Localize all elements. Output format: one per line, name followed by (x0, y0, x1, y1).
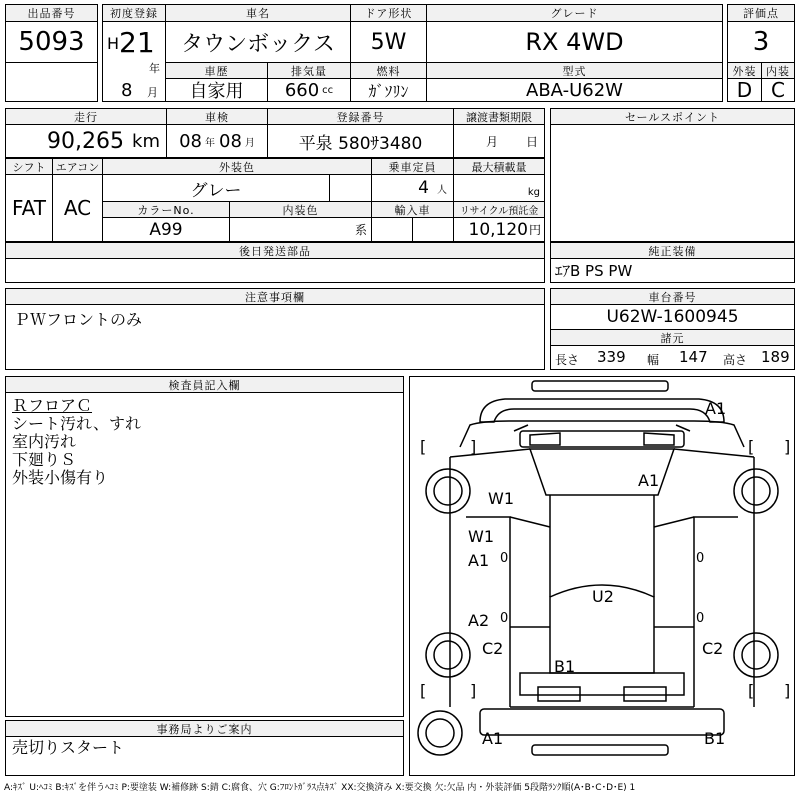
aircon-value: AC (52, 174, 103, 242)
chassis-value: U62W-1600945 (550, 304, 795, 330)
inspector-line-3: 室内汚れ (12, 432, 77, 451)
car-name-header: 車名 (165, 4, 351, 22)
interior-value: C (761, 78, 795, 102)
color-header: 外装色 (102, 158, 372, 175)
equipment-header: 純正装備 (550, 242, 795, 259)
sales-point-header: セールスポイント (550, 108, 795, 125)
car-outline (410, 377, 794, 775)
lot-no-blank (5, 62, 98, 102)
zero-mark-4: 0 (696, 611, 705, 626)
car-name-value: タウンボックス (165, 21, 351, 63)
aircon-header: エアコン (52, 158, 103, 175)
bracket-open-1: [ (420, 437, 427, 456)
exterior-value: D (727, 78, 762, 102)
damage-mark-rear-bumper-right: B1 (704, 729, 726, 748)
mileage-unit: km (132, 130, 160, 152)
recycle-unit: 円 (528, 223, 541, 237)
bracket-close-3: ] (470, 681, 477, 700)
inspector-line-1: ＲフロアＣ (12, 396, 93, 415)
damage-mark-right-rear-fender: C2 (702, 639, 724, 658)
office-header: 事務局よりご案内 (5, 720, 404, 737)
chassis-header: 車台番号 (550, 288, 795, 305)
import-cell-2 (412, 217, 454, 242)
history-value: 自家用 (165, 78, 268, 102)
door-value: 5W (350, 21, 427, 63)
recycle-value: 10,120 (468, 219, 528, 240)
seats-cell (371, 174, 454, 202)
recycle-header: リサイクル預託金 (453, 201, 545, 218)
model-header: 型式 (426, 62, 723, 79)
seats-header: 乗車定員 (371, 158, 454, 175)
first-reg-year: 21 (119, 26, 155, 59)
bracket-open-2: [ (748, 437, 755, 456)
specs-header: 諸元 (550, 329, 795, 346)
zero-mark-3: 0 (696, 551, 705, 566)
import-header: 輸入車 (371, 201, 454, 218)
int-color-header: 内装色 (229, 201, 372, 218)
specs-height-label: 高さ (723, 353, 748, 367)
inspector-line-4: 下廻りＳ (12, 450, 77, 469)
damage-mark-hood: A1 (638, 471, 660, 490)
load-unit: kg (527, 187, 540, 198)
int-color-unit: 系 (354, 223, 367, 237)
plate-header: 登録番号 (267, 108, 454, 125)
recycle-cell (453, 217, 545, 242)
interior-header: 内装 (761, 62, 795, 79)
bracket-open-3: [ (420, 681, 427, 700)
mileage-value: 90,265 (47, 128, 125, 154)
load-header: 最大積載量 (453, 158, 545, 175)
legend-footer: A:ｷｽﾞ U:ﾍｺﾐ B:ｷｽﾞを伴うﾍｺﾐ P:要塗装 W:補修跡 S:錆 C:腐食、穴 G:ﾌﾛﾝﾄｶﾞﾗｽ点ｷｽﾞ XX:交換済み X:要交換 欠:欠品 内・外装評価 5段階ﾗﾝｸ順(A･B･C･D･E) 1 (4, 783, 636, 793)
transfer-month-unit: 月 (485, 134, 498, 149)
damage-mark-roof: U2 (592, 587, 614, 606)
inspector-header: 検査員記入欄 (5, 376, 404, 393)
displacement-cell (267, 78, 351, 102)
inspection-year: 08 (179, 130, 202, 152)
score-header: 評価点 (727, 4, 795, 22)
inspection-year-unit: 年 (205, 137, 215, 149)
first-reg-header: 初度登録 (102, 4, 166, 22)
door-header: ドア形状 (350, 4, 427, 22)
displacement-value: 660 (284, 79, 320, 101)
first-reg-month: 8 (121, 80, 133, 101)
grade-header: グレード (426, 4, 723, 22)
caution-value: ＰＷフロントのみ (14, 310, 143, 329)
history-header: 車歴 (165, 62, 268, 79)
bracket-close-1: ] (470, 437, 477, 456)
transfer-day-unit: 日 (525, 134, 538, 149)
caution-body (5, 304, 545, 370)
shift-header: シフト (5, 158, 53, 175)
mileage-header: 走行 (5, 108, 167, 125)
inspector-body (5, 392, 404, 717)
specs-length: 339 (597, 348, 626, 366)
shift-value: FAT (5, 174, 53, 242)
grade-value: RX 4WD (426, 21, 723, 63)
color-no-header: カラーNo. (102, 201, 230, 218)
score-value: 3 (727, 21, 795, 63)
first-reg-year-unit: 年 (149, 62, 160, 75)
inspector-line-5: 外装小傷有り (12, 468, 109, 487)
damage-mark-left-rear-door: A2 (468, 611, 490, 630)
fuel-value: ｶﾞｿﾘﾝ (350, 78, 427, 102)
seats-unit: 人 (437, 184, 447, 196)
damage-mark-rear-bumper-left: A1 (482, 729, 504, 748)
car-diagram (409, 376, 795, 776)
specs-width-label: 幅 (647, 353, 660, 367)
bracket-open-4: [ (748, 681, 755, 700)
mileage-cell (5, 124, 167, 158)
specs-height: 189 (761, 348, 790, 366)
zero-mark-2: 0 (500, 611, 509, 626)
bracket-close-2: ] (784, 437, 791, 456)
plate-value: 平泉 580ｻ3480 (267, 124, 454, 158)
caution-header: 注意事項欄 (5, 288, 545, 305)
inspector-line-2: シート汚れ、すれ (12, 414, 141, 433)
sales-point-body (550, 124, 795, 242)
load-cell (453, 174, 545, 202)
first-reg-month-unit: 月 (147, 86, 158, 99)
seats-value: 4 (418, 178, 429, 198)
office-body (5, 736, 404, 776)
displacement-unit: cc (322, 84, 334, 96)
exterior-header: 外装 (727, 62, 762, 79)
color-no-value: A99 (102, 217, 230, 242)
specs-body (550, 345, 795, 370)
specs-length-label: 長さ (555, 353, 580, 367)
inspection-month: 08 (219, 130, 242, 152)
damage-mark-left-front-door: W1 (468, 527, 494, 546)
damage-mark-rear-gate: B1 (554, 657, 576, 676)
later-parts-body (5, 258, 545, 283)
first-reg-era: H (107, 34, 120, 53)
zero-mark-1: 0 (500, 551, 509, 566)
damage-mark-left-pillar: A1 (468, 551, 490, 570)
import-cell-1 (371, 217, 413, 242)
int-color-cell (229, 217, 372, 242)
damage-mark-left-rear-fender: C2 (482, 639, 504, 658)
damage-mark-front-bumper: A1 (705, 399, 727, 418)
inspection-month-unit: 月 (244, 137, 255, 149)
fuel-header: 燃料 (350, 62, 427, 79)
inspection-header: 車検 (166, 108, 268, 125)
damage-mark-windshield: W1 (488, 489, 514, 508)
later-parts-header: 後日発送部品 (5, 242, 545, 259)
inspection-cell (166, 124, 268, 158)
color-value: グレー (102, 174, 330, 202)
office-value: 売切りスタート (12, 738, 125, 757)
lot-no-header: 出品番号 (5, 4, 98, 22)
transfer-cell (453, 124, 545, 158)
color-blank (329, 174, 372, 202)
displacement-header: 排気量 (267, 62, 351, 79)
first-reg-box (102, 21, 166, 102)
lot-no-value: 5093 (5, 21, 98, 63)
model-value: ABA-U62W (426, 78, 723, 102)
equipment-value: ｴｱB PS PW (550, 258, 795, 283)
specs-width: 147 (679, 348, 708, 366)
transfer-header: 譲渡書類期限 (453, 108, 545, 125)
bracket-close-4: ] (784, 681, 791, 700)
